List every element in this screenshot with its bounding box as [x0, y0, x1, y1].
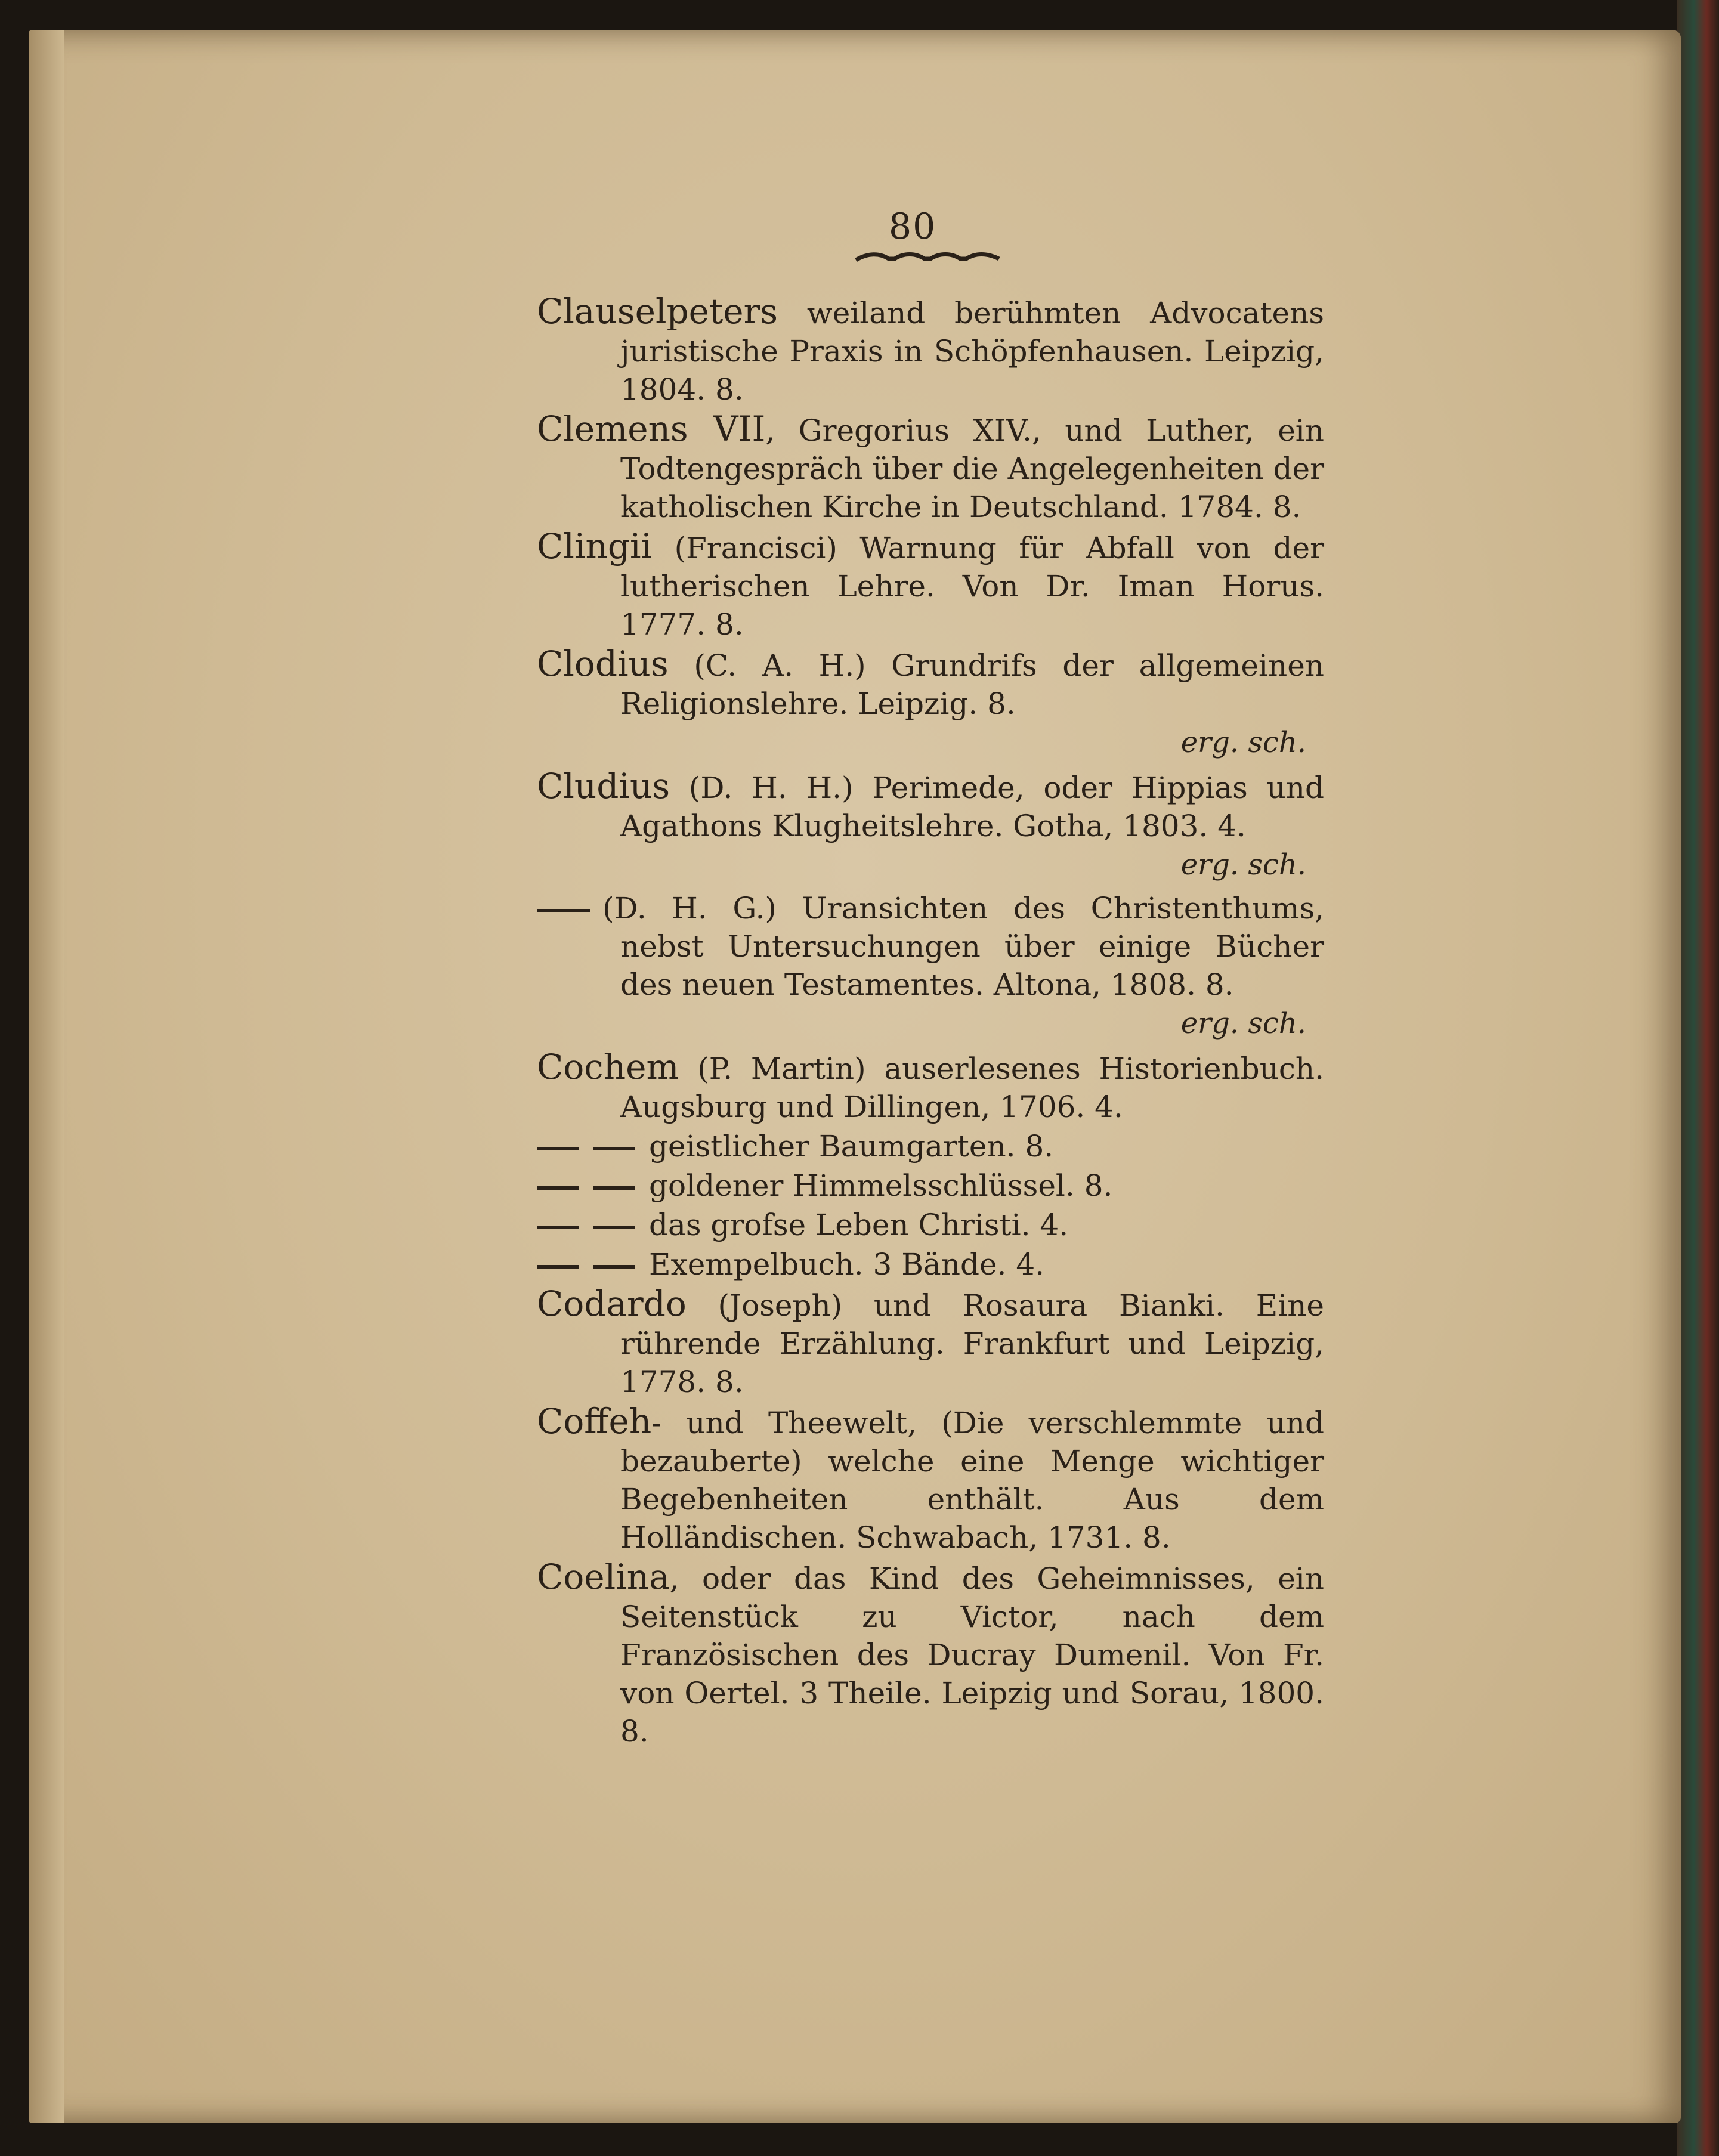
entry-text: Exempelbuch. 3 Bände. 4.	[649, 1247, 1045, 1282]
entry-signature: erg. sch.	[1180, 848, 1306, 881]
entry-cludius-uransichten	[537, 889, 1324, 1004]
entry-coffeh	[537, 1402, 1324, 1557]
entry-lemma: Clodius	[537, 644, 669, 684]
entry-cochem-himmelsschluessel	[537, 1167, 1324, 1205]
entry-cochem-baumgarten	[537, 1127, 1324, 1165]
entry-clodius	[537, 645, 1324, 723]
repeat-dash	[537, 1147, 579, 1150]
entry-text: (Joseph) und Rosaura Bianki. Eine rührende Erzählung. Frankfurt und Leipzig, 1778. 8.	[620, 1288, 1324, 1399]
entry-signature: erg. sch.	[1180, 1007, 1306, 1040]
book-edge	[1677, 0, 1719, 2156]
entry-cochem	[537, 1048, 1324, 1126]
header-ornament	[853, 250, 1002, 265]
page-number: 80	[889, 206, 937, 248]
entry-lemma: Clemens VII	[537, 409, 766, 449]
entry-text: weiland berühmten Advocatens juristische Praxis in Schöpfenhausen. Leipzig, 1804. 8.	[620, 296, 1324, 407]
repeat-dash	[593, 1186, 635, 1190]
entry-text: (D. H. G.) Uransichten des Christenthums, nebst Untersuchungen über einige Bücher des neuen Testamentes. Altona, 1808. 8.	[602, 891, 1324, 1002]
entry-codardo	[537, 1285, 1324, 1401]
entry-lemma: Clingii	[537, 526, 653, 567]
repeat-dash	[537, 909, 590, 912]
repeat-dash	[537, 1186, 579, 1190]
entry-lemma: Codardo	[537, 1283, 687, 1324]
entry-text: (D. H. H.) Perimede, oder Hippias und Agathons Klugheitslehre. Gotha, 1803. 4.	[620, 771, 1324, 843]
repeat-dash	[593, 1226, 635, 1229]
entry-lemma: Clauselpeters	[537, 291, 778, 332]
entry-coelina	[537, 1558, 1324, 1750]
entry-cochem-exempelbuch	[537, 1245, 1324, 1283]
entry-text: (C. A. H.) Grundrifs der allgemeinen Religionslehre. Leipzig. 8.	[620, 648, 1324, 721]
entry-lemma: Cludius	[537, 766, 670, 806]
entry-text: (Francisci) Warnung für Abfall von der lutherischen Lehre. Von Dr. Iman Horus. 1777. 8.	[620, 531, 1324, 642]
page-gutter	[29, 30, 64, 2123]
entry-lemma: Coffeh	[537, 1401, 652, 1442]
entry-lemma: Cochem	[537, 1047, 679, 1087]
repeat-dash	[537, 1265, 579, 1269]
entry-lemma: Coelina	[537, 1557, 670, 1597]
repeat-dash	[593, 1265, 635, 1269]
repeat-dash	[537, 1226, 579, 1229]
entry-text: (P. Martin) auserlesenes Historienbuch. Augsburg und Dillingen, 1706. 4.	[620, 1051, 1324, 1124]
entry-cochem-leben-christi	[537, 1206, 1324, 1244]
entry-list	[537, 292, 1324, 1752]
entry-text: , Gregorius XIV., und Luther, ein Todtengespräch über die Angelegenheiten der katholischen Kirche in Deutschland. 1784. 8.	[620, 413, 1324, 524]
entry-text: - und Theewelt, (Die verschlemmte und bezauberte) welche eine Menge wichtiger Begebenheiten enthält. Aus dem Holländischen. Schwabach, 1731. 8.	[620, 1406, 1324, 1555]
entry-cludius	[537, 767, 1324, 845]
entry-signature: erg. sch.	[1180, 726, 1306, 759]
entry-text: das grofse Leben Christi. 4.	[649, 1208, 1069, 1242]
entry-clauselpeters	[537, 292, 1324, 409]
entry-clingii	[537, 527, 1324, 644]
entry-text: goldener Himmelsschlüssel. 8.	[649, 1168, 1113, 1203]
repeat-dash	[593, 1147, 635, 1150]
entry-text: , oder das Kind des Geheimnisses, ein Seitenstück zu Victor, nach dem Französischen des Ducray Dumenil. Von Fr. von Oertel. 3 Theile. Leipzig und Sorau, 1800. 8.	[620, 1561, 1324, 1749]
entry-clemens	[537, 410, 1324, 526]
entry-text: geistlicher Baumgarten. 8.	[649, 1129, 1054, 1164]
